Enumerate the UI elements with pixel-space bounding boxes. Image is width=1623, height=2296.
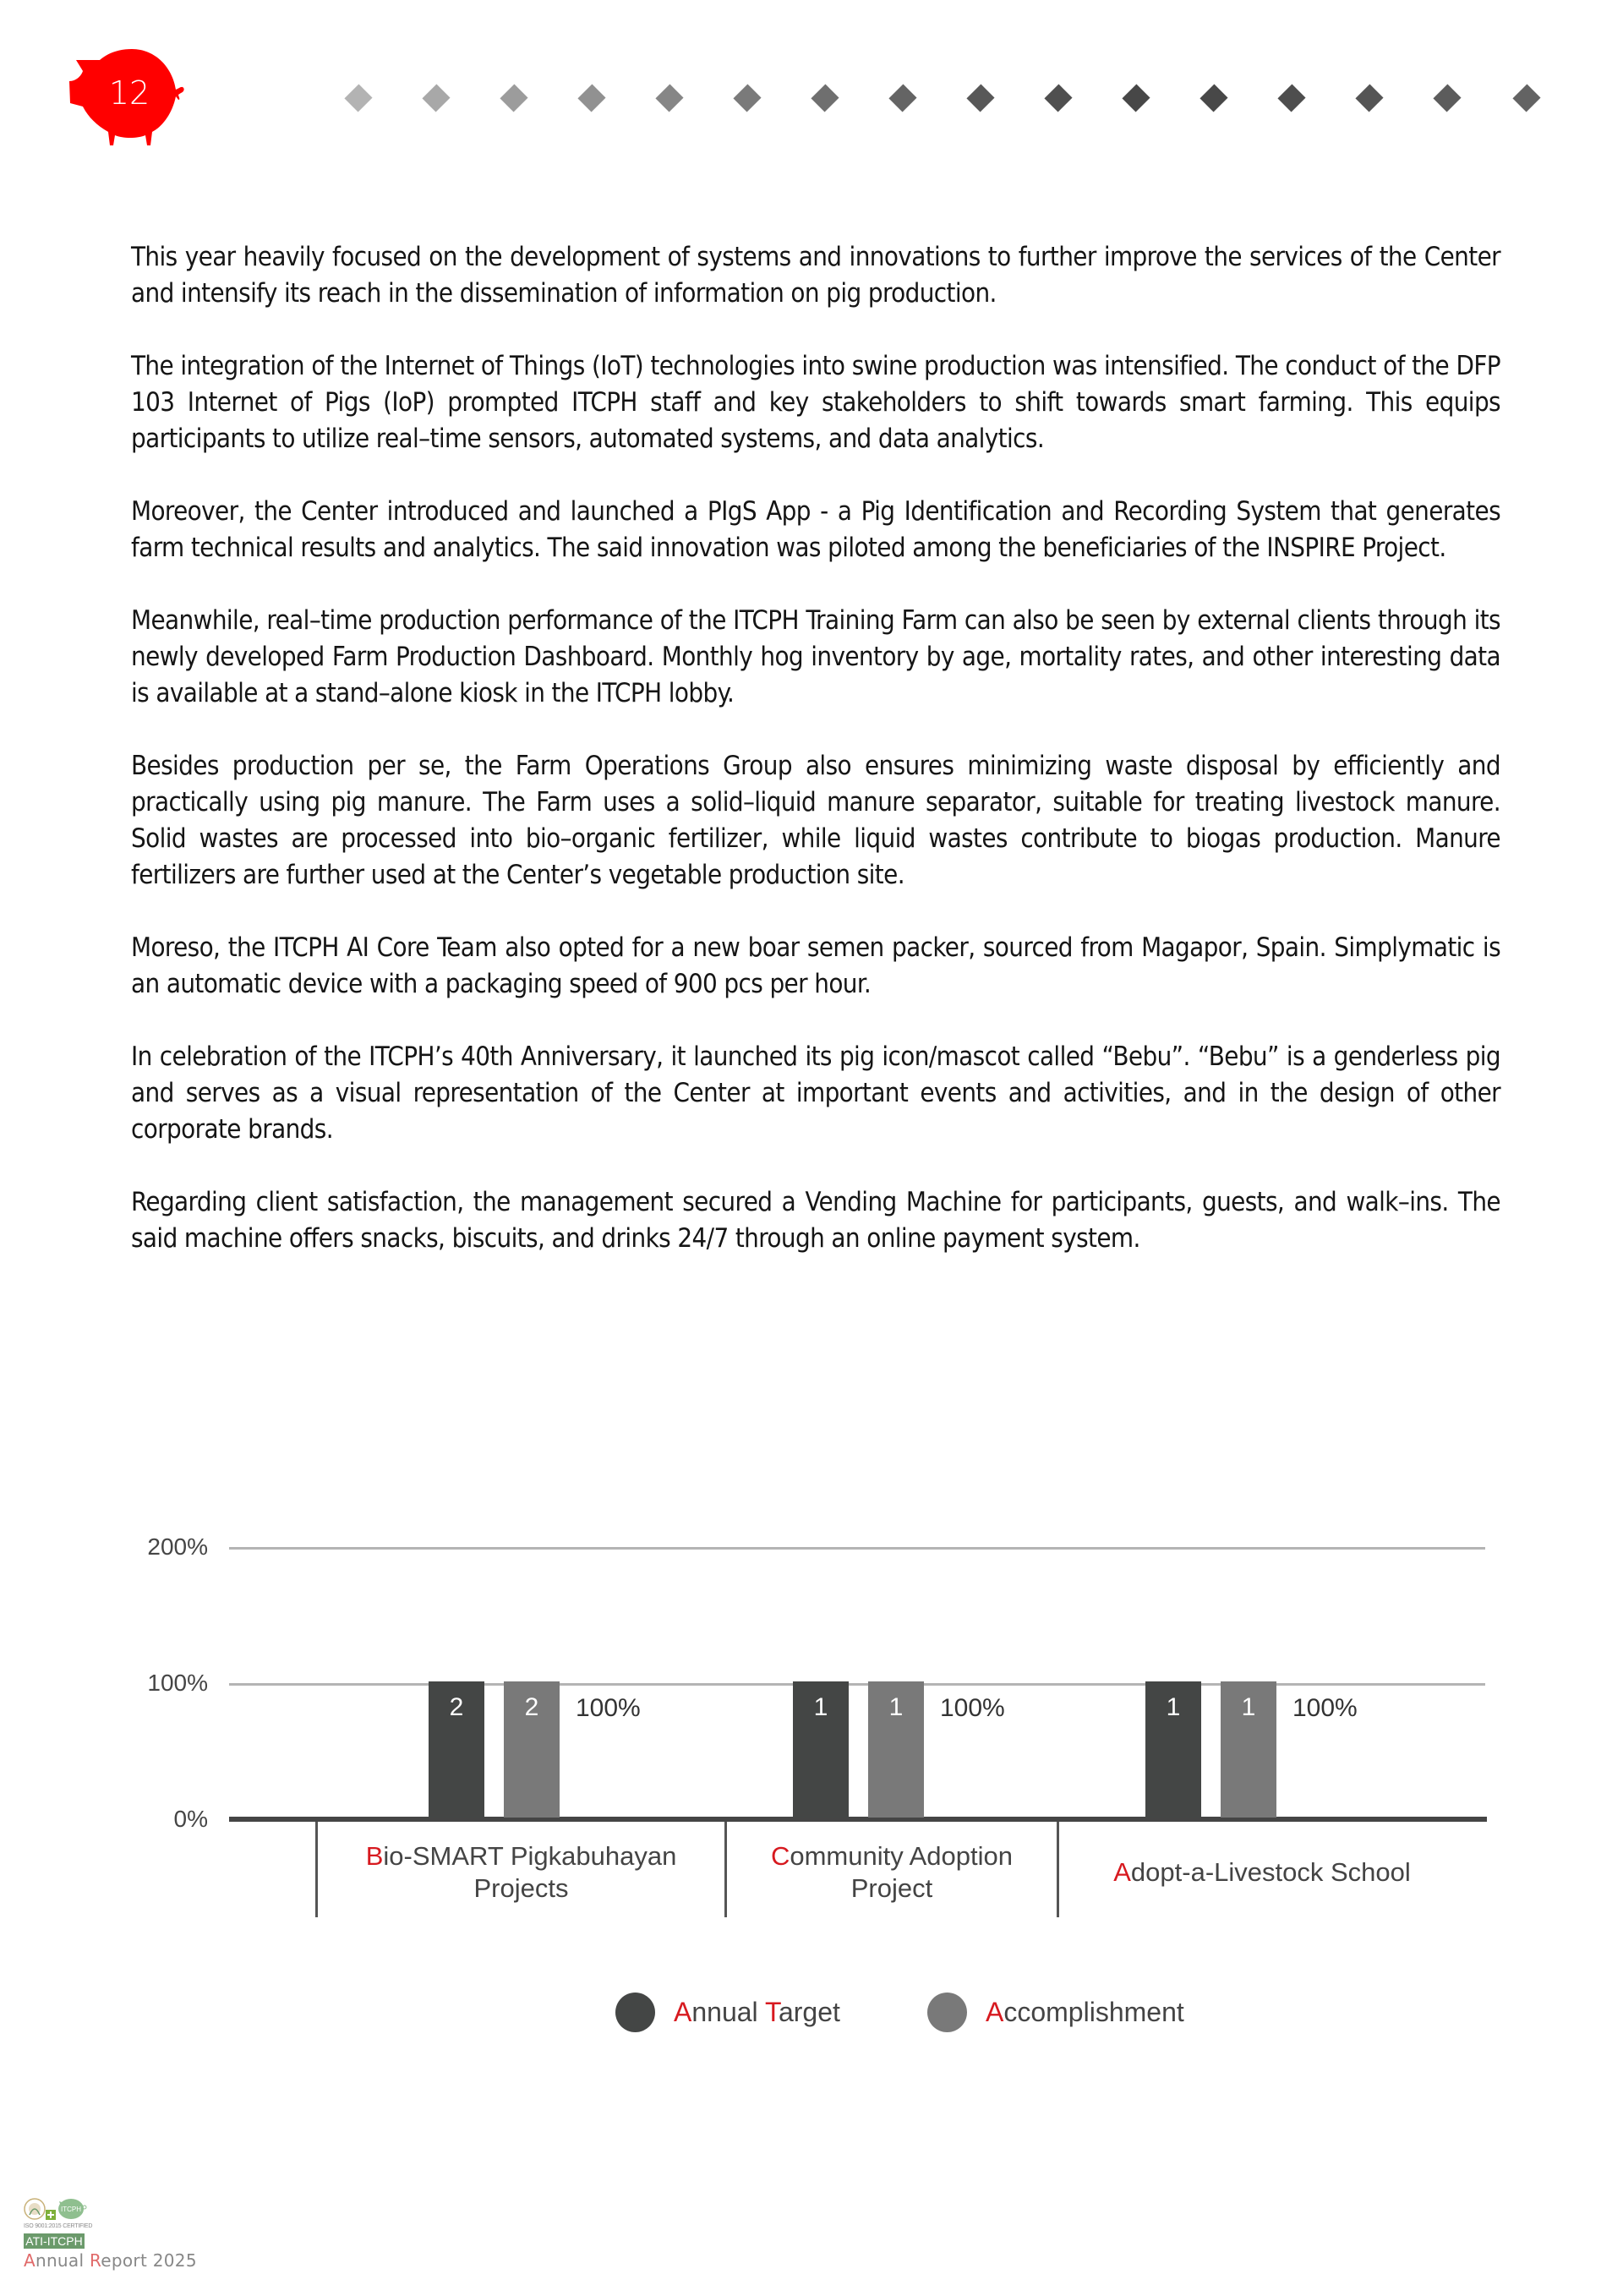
diamond-icon [733, 84, 761, 112]
x-axis-baseline [229, 1817, 1487, 1822]
diamond-icon [422, 84, 450, 112]
category-label-community-adoption [727, 1840, 1057, 1905]
legend-annual-target [615, 1992, 840, 2032]
diamond-icon [1355, 84, 1383, 112]
diamond-icon [1277, 84, 1305, 112]
category-text-line2: Projects [473, 1873, 569, 1903]
ati-seal-icon [25, 2199, 45, 2219]
legend-label: Accomplishment [986, 1996, 1184, 2027]
y-tick-label: 100% [147, 1670, 208, 1696]
accomplishment-rate: 100% [940, 1694, 1005, 1722]
iso-certification: ISO 9001:2015 CERTIFIED [24, 2223, 93, 2229]
diamond-icon [344, 84, 372, 112]
bar-value: 1 [813, 1693, 828, 1721]
paragraph-iot: The integration of the Internet of Things (IoT) technologies into swine production was intensified. The conduct of the DFP 103 Internet of Pigs (IoP) prompted ITCPH staff and key stakeholders to shift towards smart farming. This equips participants to utilize real–time sensors, automated systems, and data analytics. [131, 351, 1500, 454]
annual-report-label: Annual Report 2025 [24, 2250, 197, 2271]
paragraph-vending-machine: Regarding client satisfaction, the management secured a Vending Machine for participants, guests, and walk–ins. The said machine offers snacks, biscuits, and drinks 24/7 through an online payment system. [131, 1187, 1500, 1254]
bar-accomplishment [504, 1681, 560, 1818]
paragraph-innovations-focus: This year heavily focused on the development of systems and innovations to further improve the services of the Center and intensify its reach in the dissemination of information on pig production. [131, 242, 1500, 309]
svg-text:ITCPH: ITCPH [61, 2206, 81, 2213]
ati-itcph-badge: ATI-ITCPH [24, 2233, 85, 2249]
legend-label: Annual Target [674, 1996, 840, 2027]
category-text: io-SMART Pigkabuhayan [383, 1841, 677, 1871]
header-divider [0, 84, 1623, 112]
diamond-icon [1512, 84, 1540, 112]
accomplishment-rate: 100% [1292, 1694, 1358, 1722]
bar-annual-target [1145, 1681, 1201, 1818]
diamond-icon [811, 84, 839, 112]
category-initial: B [365, 1841, 384, 1871]
itcph-pig-logo-icon [58, 2199, 86, 2219]
diamond-icon [577, 84, 605, 112]
legend-accomplishment [927, 1992, 1184, 2032]
bar-accomplishment [1221, 1681, 1276, 1818]
category-text: dopt-a-Livestock School [1130, 1857, 1411, 1887]
gridline-100 [229, 1683, 1485, 1686]
diamond-icon [1044, 84, 1072, 112]
bar-annual-target [429, 1681, 484, 1818]
paragraph-waste-management: Besides production per se, the Farm Operations Group also ensures minimizing waste disposal by efficiently and practically using pig manure. The Farm uses a solid–liquid manure separator, suitable for treating livestock manure. Solid wastes are processed into bio–organic fertilizer, while liquid wastes contribute to biogas production. Manure fertilizers are further used at the Center’s vegetable production site. [131, 751, 1500, 890]
category-text: ommunity Adoption [790, 1841, 1014, 1871]
bar-value: 2 [524, 1693, 539, 1721]
category-initial: A [1113, 1857, 1131, 1887]
bar-value: 1 [888, 1693, 904, 1721]
page-number: 12 [108, 74, 150, 112]
category-label-adopt-a-livestock [1059, 1856, 1465, 1889]
diamond-icon [1199, 84, 1227, 112]
body-text [131, 239, 1500, 1293]
paragraph-pigs-app: Moreover, the Center introduced and launched a PIgS App - a Pig Identification and Recording System that generates farm technical results and analytics. The said innovation was piloted among the beneficiaries of the INSPIRE Project. [131, 496, 1500, 563]
accomplishment-rate: 100% [576, 1694, 641, 1722]
diamond-icon [500, 84, 527, 112]
y-tick-label: 200% [147, 1533, 208, 1560]
bar-value: 1 [1166, 1693, 1181, 1721]
category-initial: C [770, 1841, 790, 1871]
diamond-icon [1122, 84, 1150, 112]
bar-annual-target [793, 1681, 849, 1818]
footer-logos [24, 2196, 91, 2223]
diamond-icon [655, 84, 683, 112]
category-label-biosmart [318, 1840, 724, 1905]
diamond-icon [1433, 84, 1461, 112]
plus-badge-icon [46, 2210, 56, 2220]
y-tick-label: 0% [173, 1806, 208, 1832]
paragraph-mascot: In celebration of the ITCPH’s 40th Anniversary, it launched its pig icon/mascot called “Bebu”. “Bebu” is a genderless pig and serves as a visual representation of the Center at important events and activities, and in the design of other corporate brands. [131, 1041, 1500, 1145]
paragraph-semen-packer: Moreso, the ITCPH AI Core Team also opted for a new boar semen packer, sourced from Magapor, Spain. Simplymatic is an automatic device with a packaging speed of 900 pcs per hour. [131, 932, 1500, 999]
footer-branding [24, 2196, 243, 2272]
legend-swatch-icon [927, 1993, 967, 2032]
legend-swatch-icon [615, 1993, 655, 2032]
gridline-200 [229, 1547, 1485, 1550]
diamond-icon [888, 84, 916, 112]
diamond-icon [966, 84, 994, 112]
bar-accomplishment [868, 1681, 924, 1818]
bar-value: 1 [1241, 1693, 1256, 1721]
bar-value: 2 [449, 1693, 464, 1721]
category-text-line2: Project [850, 1873, 933, 1903]
paragraph-dashboard: Meanwhile, real–time production performance of the ITCPH Training Farm can also be seen by external clients through its newly developed Farm Production Dashboard. Monthly hog inventory by age, mortality rates, and other interesting data is available at a stand–alone kiosk in the ITCPH lobby. [131, 605, 1500, 708]
